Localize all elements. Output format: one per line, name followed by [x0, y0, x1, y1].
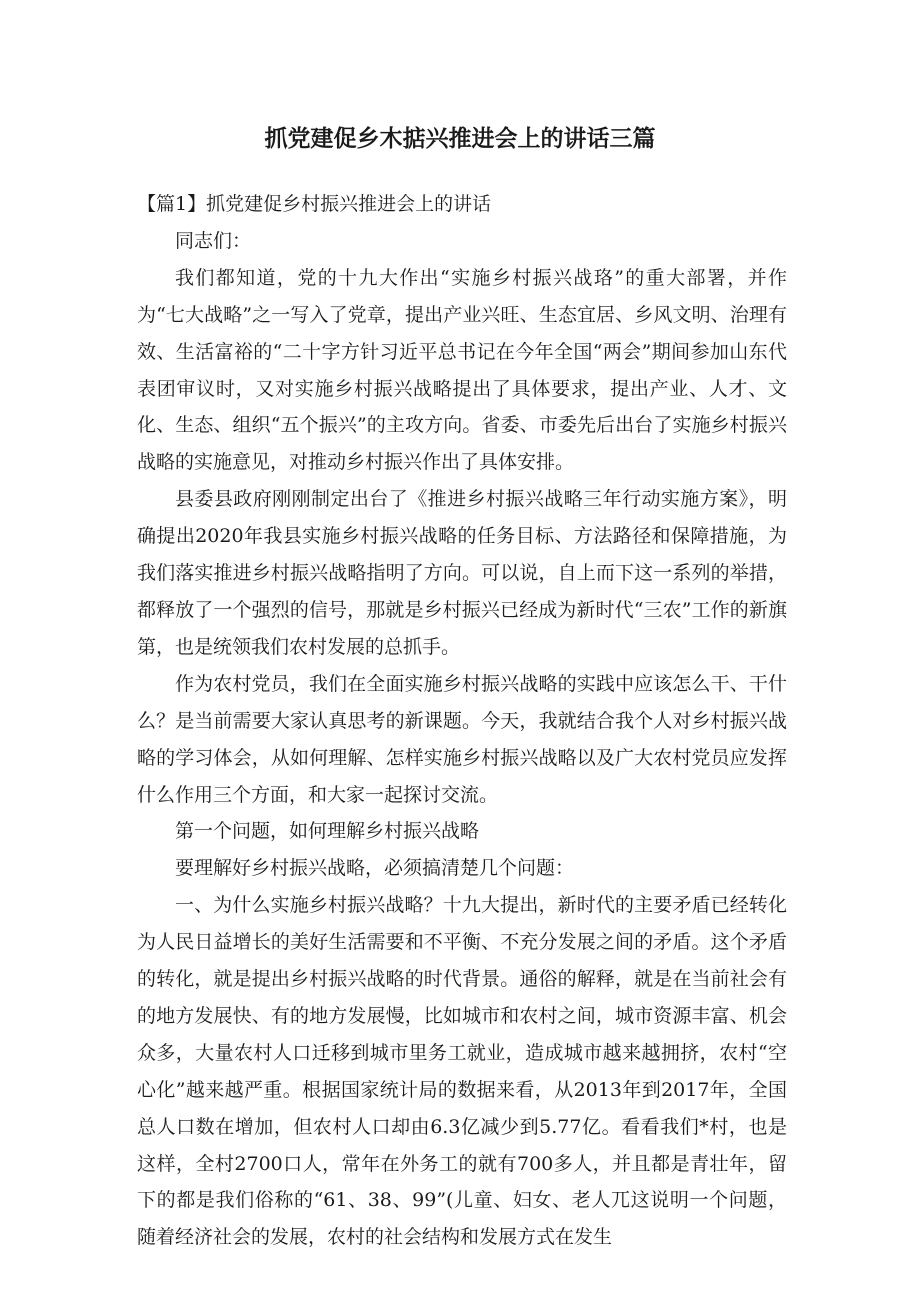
body-paragraph: 县委县政府刚刚制定出台了《推进乡村振兴战略三年行动实施方案》，明确提出2020年我县实施乡村振兴战略的任务目标、方法路径和保障措施，为我们落实推进乡村振兴战略指明了方向。可以说，自上而下这一系列的举措，都释放了一个强烈的信号，那就是乡村振兴已经成为新时代“三农”工作的新旗第，也是统领我们农村发展的总抓手。 [137, 488, 787, 658]
body-paragraph: 一、为什么实施乡村振兴战略？十九大提出，新时代的主要矛盾已经转化为人民日益增长的美好生活需要和不平衡、不充分发展之间的矛盾。这个矛盾的转化，就是提出乡村振兴战略的时代背景。通俗的解释，就是在当前社会有的地方发展快、有的地方发展慢，比如城市和农村之间，城市资源丰富、机会众多，大量农村人口迁移到城市里务工就业，造成城市越来越拥挤，农村“空心化”越来越严重。根据国家统计局的数据来看，从2013年到2017年，全国总人口数在增加，但农村人口却由6.3亿减少到5.77亿。看看我们*村，也是这样，全村2700口人，常年在外务工的就有700多人，并且都是青壮年，留下的都是我们俗称的“61、38、99”(儿童、妇女、老人兀这说明一个问题，随着经济社会的发展，农村的社会结构和发展方式在发生 [137, 894, 787, 1249]
body-paragraph: 作为农村党员，我们在全面实施乡村振兴战略的实践中应该怎么干、干什么？是当前需要大家认真思考的新课题。今天，我就结合我个人对乡村振兴战略的学习体会，从如何理解、怎样实施乡村振兴战略以及广大农村党员应发挥什么作用三个方面，和大家一起探讨交流。 [137, 672, 787, 806]
body-paragraph: 我们都知道，党的十九大作出“实施乡村振兴战珞”的重大部署，并作为“七大战略”之一写入了党章，提出产业兴旺、生态宜居、乡风文明、治理有效、生活富裕的“二十字方针习近平总书记在今年全国“两会”期间参加山东代表团审议时，又对实施乡村振兴战略提出了具体要求，提出产业、人才、文化、生态、组织“五个振兴”的主攻方向。省委、市委先后出台了实施乡村振兴战略的实施意见，对推动乡村振兴作出了具体安排。 [137, 266, 787, 474]
section-heading: 【篇1】抓党建促乡村振兴推进会上的讲话 [137, 193, 492, 215]
salutation: 同志们： [175, 229, 252, 252]
body-paragraph: 要理解好乡村振兴战略，必须搞清楚几个问题： [175, 857, 575, 880]
document-title: 抓党建促乡木掂兴推进会上的讲话三篇 [264, 126, 656, 152]
subsection-heading: 第一个问题，如何理解乡村振兴战略 [175, 820, 480, 843]
document-body [137, 186, 787, 1256]
